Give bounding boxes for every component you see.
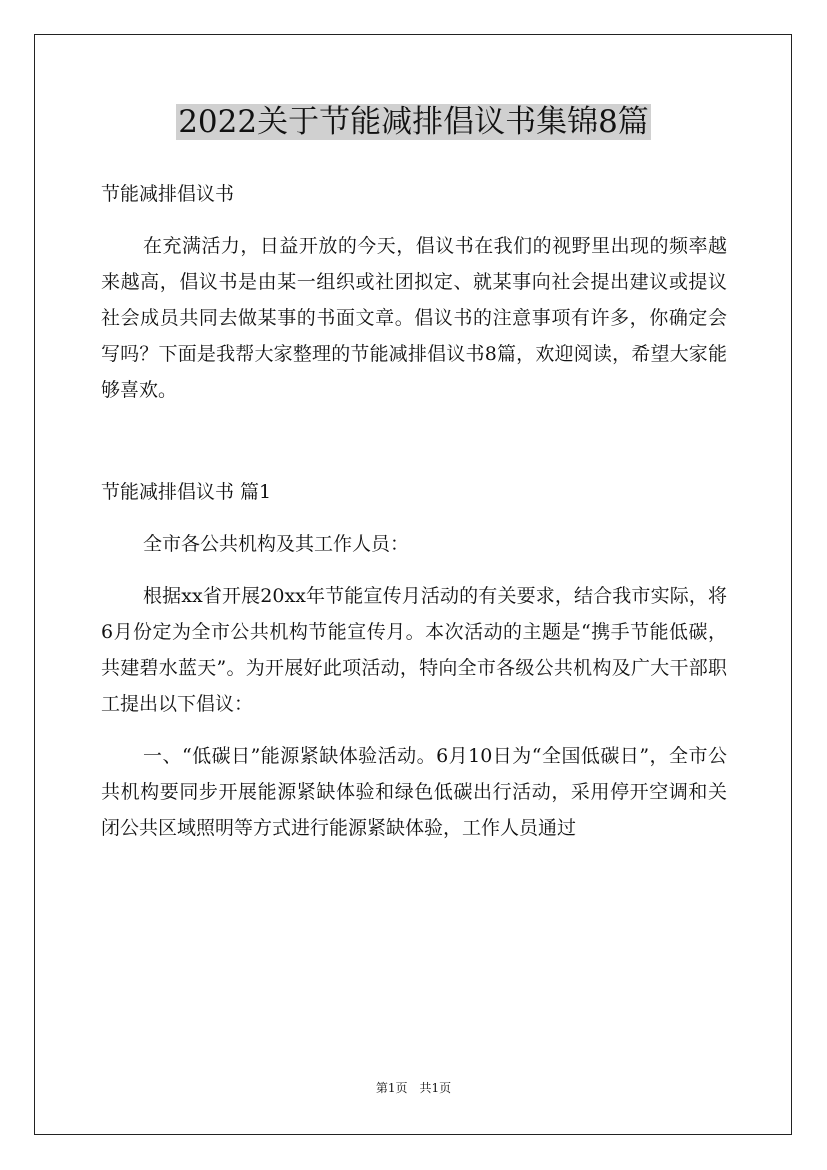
page-total: 共1页 — [419, 1081, 452, 1095]
body-paragraph-1: 根据xx省开展20xx年节能宣传月活动的有关要求，结合我市实际，将6月份定为全市公共机构节能宣传月。本次活动的主题是“携手节能低碳，共建碧水蓝天”。为开展好此项活动，特向全市各级公共机构及广大干部职工提出以下倡议： — [101, 585, 727, 715]
document-title-text: 2022关于节能减排倡议书集锦8篇 — [178, 104, 649, 140]
page-footer — [0, 1080, 827, 1096]
document-title — [0, 100, 827, 144]
paragraph-gap — [101, 408, 727, 474]
article-heading: 节能减排倡议书 篇1 — [101, 481, 272, 503]
body-paragraph-2: 一、“低碳日”能源紧缺体验活动。6月10日为“全国低碳日”，全市公共机构要同步开展能源紧缺体验和绿色低碳出行活动，采用停开空调和关闭公共区域照明等方式进行能源紧缺体验，工作人员通过 — [101, 745, 727, 839]
intro-paragraph: 在充满活力，日益开放的今天，倡议书在我们的视野里出现的频率越来越高，倡议书是由某一组织或社团拟定、就某事向社会提出建议或提议社会成员共同去做某事的书面文章。倡议书的注意事项有许多，你确定会写吗？下面是我帮大家整理的节能减排倡议书8篇，欢迎阅读，希望大家能够喜欢。 — [101, 235, 727, 401]
salutation: 全市各公共机构及其工作人员： — [143, 533, 410, 555]
document-body — [101, 176, 727, 846]
section-heading: 节能减排倡议书 — [101, 183, 235, 205]
page-number: 第1页 — [375, 1081, 408, 1095]
